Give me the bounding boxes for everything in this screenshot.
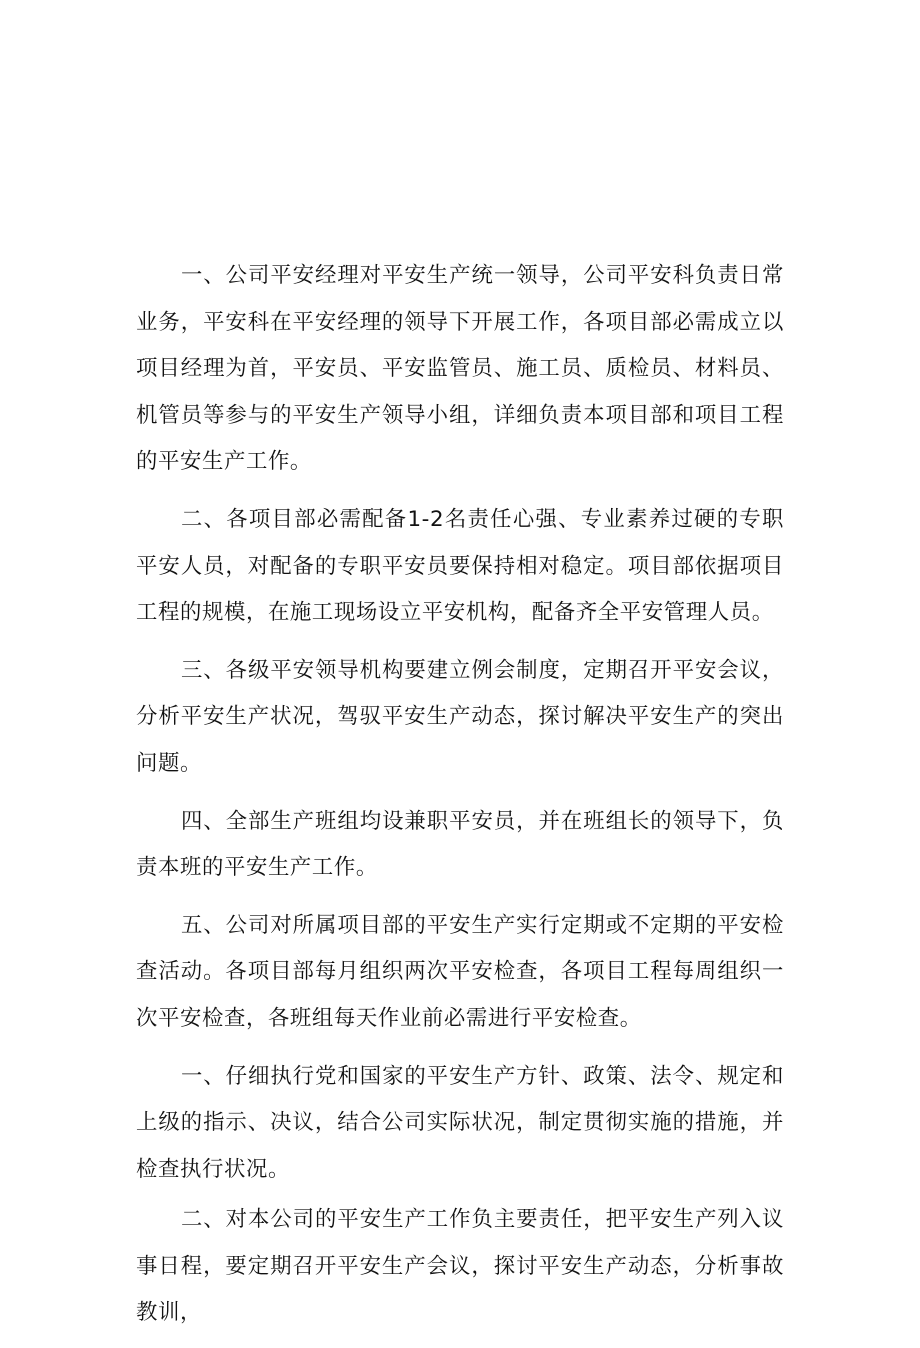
paragraph: 一、公司平安经理对平安生产统一领导，公司平安科负责日常业务，平安科在平安经理的领导下开展工作，各项目部必需成立以项目经理为首，平安员、平安监管员、施工员、质检员、材料员、机管员等参与的平安生产领导小组，详细负责本项目部和项目工程的平安生产工作。 <box>136 263 784 475</box>
paragraph: 三、各级平安领导机构要建立例会制度，定期召开平安会议，分析平安生产状况，驾驭平安生产动态，探讨解决平安生产的突出问题。 <box>136 657 784 776</box>
paragraph: 四、全部生产班组均设兼职平安员，并在班组长的领导下，负责本班的平安生产工作。 <box>136 808 784 881</box>
paragraph: 一、仔细执行党和国家的平安生产方针、政策、法令、规定和上级的指示、决议，结合公司实际状况，制定贯彻实施的措施，并检查执行状况。 <box>136 1063 784 1182</box>
document-body <box>136 253 784 1348</box>
paragraph: 二、各项目部必需配备1-2名责任心强、专业素养过硬的专职平安人员，对配备的专职平安员要保持相对稳定。项目部依据项目工程的规模，在施工现场设立平安机构，配备齐全平安管理人员。 <box>136 506 784 626</box>
paragraph: 五、公司对所属项目部的平安生产实行定期或不定期的平安检查活动。各项目部每月组织两次平安检查，各项目工程每周组织一次平安检查，各班组每天作业前必需进行平安检查。 <box>136 912 784 1031</box>
paragraph: 二、对本公司的平安生产工作负主要责任，把平安生产列入议事日程，要定期召开平安生产会议，探讨平安生产动态，分析事故教训， <box>136 1207 784 1326</box>
